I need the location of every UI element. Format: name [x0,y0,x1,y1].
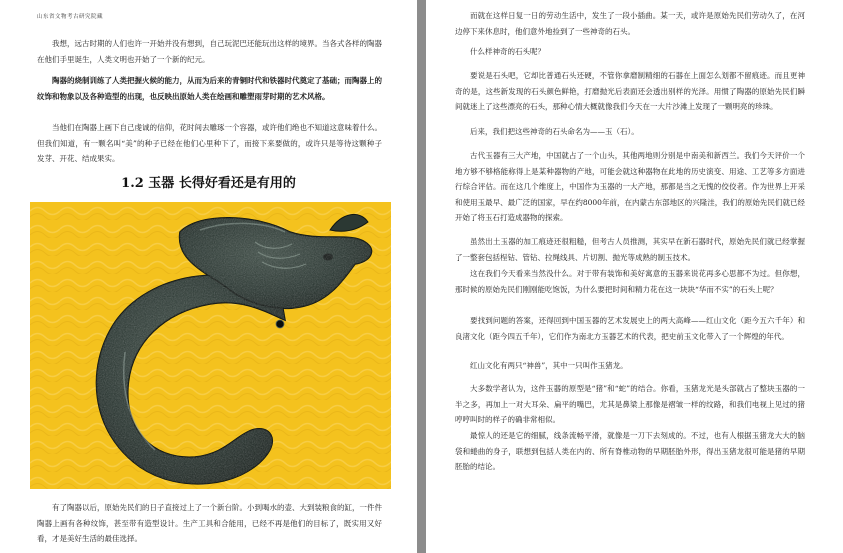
book-gutter [417,0,426,553]
jade-pig-dragon-image [30,202,391,489]
paragraph-pig-snake: 大多数学者认为，这件玉器的原型是“猪”和“蛇”的结合。你看，玉猪龙光是头部就占了整块玉器的一半之多，再加上一对大耳朵、扁平的嘴巴，尤其是鼻梁上那像是褶皱一样的纹路，和我们电视上见过的猪哼哼叫时的样子的确非常相似。 [455,384,805,424]
paragraph-two-cultures: 要找到问题的答案，还得回到中国玉器的艺术发展史上的两大高峰——红山文化（距今五六千年）和良渚文化（距今四五千年），它们作为南北方玉器艺术的代表，把史前玉文化带入了一个辉煌的年代。 [455,316,805,341]
paragraph-pottery-significance: 陶器的烧制训练了人类把握火候的能力，从而为后来的青铜时代和铁器时代奠定了基础；而陶器上的纹饰和物象以及各种造型的出现，也反映出原始人类在绘画和雕塑雨芽时期的艺术风格。 [37,76,382,101]
jade-pig-dragon-figure [30,202,391,489]
left-page [0,0,417,553]
paragraph-why-jade: 这在我们今天看来当然没什么。对于带有装饰和美好寓意的玉器来说花再多心思都不为过。但你想，那时候的原始先民们刚刚能吃饱饭，为什么要把时间和精力花在这一块块“华而不实”的石头上呢？ [455,269,805,294]
paragraph-hongshan-beasts: 红山文化有两只“神兽”，其中一只叫作玉猪龙。 [470,361,628,370]
paragraph-jade-techniques: 虽然出土玉器的加工痕迹还很粗糙，但考古人员推测，其实早在新石器时代，原始先民们就已经掌握了一整套包括桯钻、管钻、拉绳线具、片切割、抛光等成熟的制玉技术。 [455,237,805,262]
paragraph-stone-description: 要说是石头吧，它却比普通石头还硬，不管你拿磨制精细的石器在上面怎么划都不留痕迹。而且更神奇的是，这些新发现的石头颜色鲜艳，打磨抛光后表面还会透出别样的光泽。用惯了陶器的原始先民们瞬间就迷上了这些漂亮的石头，那种心情大概就像我们今天在一大片沙滩上发现了一颗明亮的珍珠。 [455,71,805,111]
paragraph-question: 什么样神奇的石头呢？ [470,47,545,56]
paragraph-discovery: 而就在这样日复一日的劳动生活中，发生了一段小插曲。某一天，或许是原始先民们劳动久了，在河边停下来休息时，他们意外地捡到了一些神奇的石头。 [455,11,805,36]
running-head: 山东省文物考古研究院藏 [37,14,104,20]
paragraph-pottery-life: 有了陶器以后，原始先民们的日子直接过上了一个新台阶。小到喝水的壶、大到装粮食的缸，一件件陶器上画有各种纹饰，甚至带有造型设计。生产工具和合能用，已经不再是他们的目标了，既实用又好看，才是美好生活的最佳选择。 [37,503,382,543]
paragraph-jade-naming: 后来，我们把这些神奇的石头命名为——玉（石）。 [470,127,639,136]
paragraph-seed-of-beauty: 当他们在陶器上画下自己虔诚的信仰，花时间去雕琢一个容器，或许他们绝也不知道这意味着什么。但我们知道，有一颗名叫“美”的种子已经在他们心里种下了，而接下来要做的，或许只是等待这颗种子发芽、开花、结成果实。 [37,123,382,163]
right-page [426,0,843,553]
paragraph-jade-origins: 古代玉器有三大产地，中国就占了一个山头，其他两地则分别是中南美和新西兰。我们今天评价一个地方够不够格能称得上是某种器物的产地，可能会就这种器物在此地的历史演变、用途、工艺等多方面进行综合评估。而在这几个维度上，中国作为玉器的一大产地，那都是当之无愧的佼佼者。作为世界上开采和使用玉最早、最广泛的国家，早在约8000年前，在内蒙古东部地区的兴隆洼，我们的原始先民们就已经开始了将玉石打造成器物的探索。 [455,151,805,222]
paragraph-embryo-theory: 最惊人的还是它的细腻，线条流畅平滑，就像是一刀下去刻成的。不过，也有人根据玉猪龙大大的脑袋和蜷曲的身子，联想到包括人类在内的、所有脊椎动物的早期胚胎外形，得出玉猪龙很可能是猪的早期胚胎的结论。 [455,431,805,471]
paragraph-intro: 我想，远古时期的人们也许一开始并没有想到，自己玩泥巴还能玩出这样的境界。当各式各样的陶器在他们手里诞生，人类文明也开始了一个新的纪元。 [37,39,382,64]
section-title: 1.2 玉器 长得好看还是有用的 [121,176,296,191]
